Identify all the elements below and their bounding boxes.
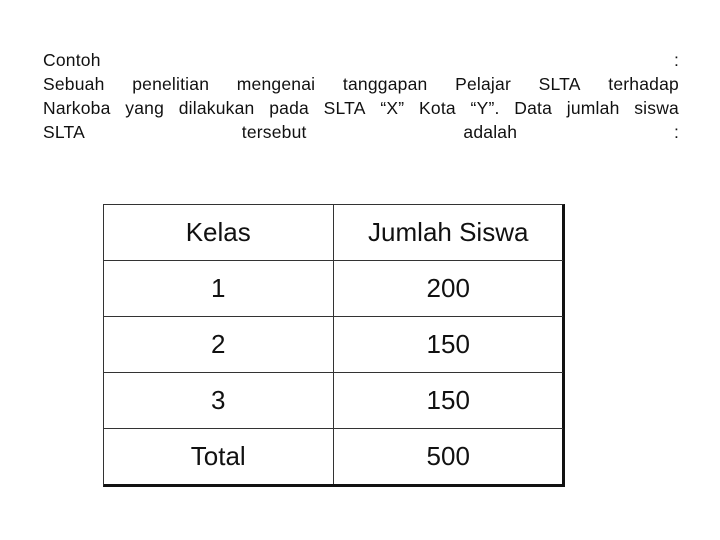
column-header-kelas: Kelas <box>104 205 333 260</box>
word: adalah <box>463 122 518 142</box>
word: “Y”. <box>470 98 500 118</box>
word: mengenai <box>236 74 316 94</box>
cell-jumlah-siswa: 150 <box>333 316 563 372</box>
paragraph-line-4 <box>43 120 679 144</box>
word: : <box>673 122 679 142</box>
cell-jumlah-siswa: 500 <box>333 429 563 484</box>
word: pada <box>269 98 309 118</box>
word: Narkoba <box>43 98 111 118</box>
data-table <box>104 205 563 484</box>
word: tanggapan <box>342 74 428 94</box>
word: siswa <box>634 98 679 118</box>
cell-kelas: 2 <box>104 316 333 372</box>
word: “X” <box>380 98 405 118</box>
table-row <box>104 373 563 429</box>
word: : <box>673 50 679 70</box>
word: penelitian <box>132 74 210 94</box>
intro-paragraph <box>43 48 679 144</box>
cell-jumlah-siswa: 150 <box>333 373 563 429</box>
word: Sebuah <box>43 74 105 94</box>
word: yang <box>125 98 165 118</box>
table-row <box>104 260 563 316</box>
word: tersebut <box>241 122 307 142</box>
cell-kelas: Total <box>104 429 333 484</box>
word: dilakukan <box>178 98 255 118</box>
word: terhadap <box>608 74 679 94</box>
table-row-total <box>104 429 563 484</box>
column-header-jumlah-siswa: Jumlah Siswa <box>333 205 563 260</box>
word: Pelajar <box>455 74 511 94</box>
word: Data <box>514 98 553 118</box>
word: jumlah <box>566 98 620 118</box>
cell-kelas: 3 <box>104 373 333 429</box>
paragraph-line-1 <box>43 48 679 72</box>
cell-jumlah-siswa: 200 <box>333 260 563 316</box>
word: Kota <box>419 98 456 118</box>
table-row <box>104 316 563 372</box>
word: Contoh <box>43 50 101 70</box>
paragraph-line-2 <box>43 72 679 96</box>
student-count-table <box>103 204 565 487</box>
word: SLTA <box>538 74 581 94</box>
word: SLTA <box>43 122 85 142</box>
table-header-row <box>104 205 563 260</box>
cell-kelas: 1 <box>104 260 333 316</box>
word: SLTA <box>323 98 366 118</box>
paragraph-line-3 <box>43 96 679 120</box>
